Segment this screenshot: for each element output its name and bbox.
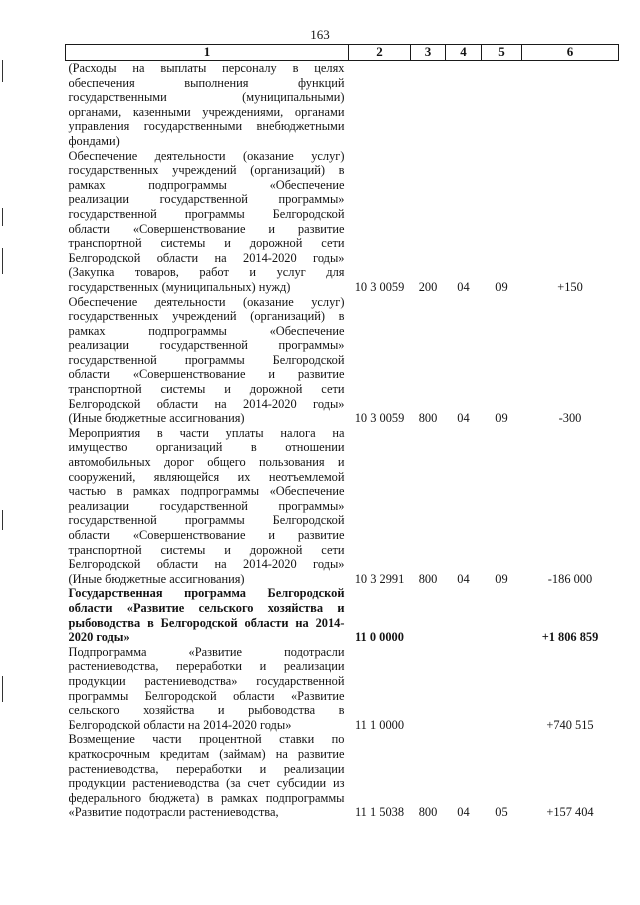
margin-mark — [2, 248, 3, 274]
row-amount — [522, 61, 619, 149]
description-line: реализации государственной программы» — [68, 498, 345, 513]
table-row — [66, 426, 619, 587]
description-line: транспортной системы и дорожной сети — [68, 542, 345, 557]
description-line: продукции растениеводства» государственной — [68, 673, 345, 688]
row-expense-type: 800 — [418, 411, 438, 426]
row-amount: +1 806 859 — [541, 630, 599, 645]
description-line: федерального бюджета) в рамках подпрограммы — [68, 790, 345, 805]
description-line: области «Совершенствование и развитие — [68, 367, 345, 382]
description-line: Белгородской области на 2014-2020 годы» — [68, 250, 345, 265]
description-line: Обеспечение деятельности (оказание услуг) — [68, 148, 345, 163]
description-line: государственных учреждений (организаций) в — [68, 163, 345, 178]
table-row — [66, 586, 619, 644]
description-line: области «Совершенствование и развитие — [68, 221, 345, 236]
description-line: транспортной системы и дорожной сети — [68, 382, 345, 397]
description-line: Обеспечение деятельности (оказание услуг) — [68, 294, 345, 309]
description-line: частью в рамках подпрограммы «Обеспечение — [68, 484, 345, 499]
description-line: продукции растениеводства (за счет субсидии из — [68, 776, 345, 791]
description-line: государственной программы Белгородской — [68, 206, 345, 221]
description-line: государственных (муниципальных) нужд) — [68, 279, 291, 294]
table-row — [66, 149, 619, 295]
description-line: области «Развитие сельского хозяйства и — [68, 600, 345, 615]
table-row — [66, 645, 619, 733]
column-header-4: 4 — [446, 45, 482, 61]
row-section — [446, 645, 482, 733]
row-description — [66, 732, 349, 820]
description-line: рамках подпрограммы «Обеспечение — [68, 177, 345, 192]
column-header-6: 6 — [522, 45, 619, 61]
row-description — [66, 295, 349, 426]
description-line: (Расходы на выплаты персоналу в целях — [68, 61, 345, 75]
description-line: рамках подпрограммы «Обеспечение — [68, 323, 345, 338]
row-subsection — [482, 645, 522, 733]
description-line: реализации государственной программы» — [68, 338, 345, 353]
description-line: Белгородской области на 2014-2020 годы» — [68, 557, 345, 572]
row-code: 10 3 0059 — [354, 279, 405, 294]
margin-mark — [2, 60, 3, 82]
row-code: 11 1 5038 — [354, 805, 405, 820]
margin-mark — [2, 510, 3, 530]
description-line: обеспечения выполнения функций — [68, 75, 345, 90]
description-line: Белгородской области на 2014-2020 годы» — [68, 396, 345, 411]
row-amount: +157 404 — [546, 805, 594, 820]
row-description — [66, 586, 349, 644]
description-line: государственными (муниципальными) — [68, 90, 345, 105]
row-expense-type — [411, 586, 446, 644]
description-line: (Иные бюджетные ассигнования) — [68, 571, 245, 586]
row-description — [66, 61, 349, 149]
column-header-1: 1 — [66, 45, 349, 61]
row-code: 11 0 0000 — [355, 630, 404, 645]
description-line: автомобильных дорог общего пользования и — [68, 455, 345, 470]
row-section: 04 — [457, 805, 470, 820]
row-code: 10 3 2991 — [354, 571, 405, 586]
description-line: сельского хозяйства и рыбоводства в — [68, 703, 345, 718]
description-line: управления государственными внебюджетными — [68, 119, 345, 134]
row-section: 04 — [457, 279, 470, 294]
row-description — [66, 426, 349, 587]
description-line: сооружений, являющейся их неотъемлемой — [68, 469, 345, 484]
row-description — [66, 149, 349, 295]
description-line: имущество организаций в отношении — [68, 440, 345, 455]
row-section — [446, 586, 482, 644]
description-line: «Развитие подотрасли растениеводства, — [68, 805, 279, 820]
page-number: 163 — [310, 27, 330, 42]
row-amount: -186 000 — [547, 571, 593, 586]
description-line: программы Белгородской области «Развитие — [68, 688, 345, 703]
description-line: Государственная программа Белгородской — [68, 586, 345, 601]
margin-mark — [2, 208, 3, 226]
description-line: Подпрограмма «Развитие подотрасли — [68, 644, 345, 659]
description-line: краткосрочным кредитам (займам) на развитие — [68, 746, 345, 761]
table-header-row — [66, 45, 619, 61]
description-line: Возмещение части процентной ставки по — [68, 732, 345, 747]
row-amount: +150 — [557, 279, 583, 294]
row-subsection — [482, 586, 522, 644]
row-section — [446, 61, 482, 149]
row-expense-type — [411, 61, 446, 149]
row-expense-type — [411, 645, 446, 733]
description-line: государственной программы Белгородской — [68, 352, 345, 367]
description-line: транспортной системы и дорожной сети — [68, 236, 345, 251]
column-header-2: 2 — [349, 45, 411, 61]
row-code — [349, 61, 411, 149]
description-line: Мероприятия в части уплаты налога на — [68, 425, 345, 440]
description-line: рыбоводства в Белгородской области на 2014- — [68, 615, 345, 630]
row-subsection: 09 — [495, 571, 508, 586]
row-expense-type: 800 — [418, 571, 438, 586]
column-header-3: 3 — [411, 45, 446, 61]
table-row — [66, 732, 619, 820]
row-subsection: 09 — [495, 411, 508, 426]
description-line: реализации государственной программы» — [68, 192, 345, 207]
row-section: 04 — [457, 411, 470, 426]
table-row — [66, 295, 619, 426]
description-line: растениеводства, переработки и реализации — [68, 659, 345, 674]
row-amount: -300 — [558, 411, 582, 426]
description-line: области «Совершенствование и развитие — [68, 528, 345, 542]
row-amount: +740 515 — [546, 717, 594, 732]
description-line: (Иные бюджетные ассигнования) — [68, 411, 245, 426]
budget-table — [65, 44, 619, 820]
row-code: 11 1 0000 — [354, 717, 405, 732]
description-line: Белгородской области на 2014-2020 годы» — [68, 717, 292, 732]
description-line: фондами) — [68, 133, 120, 148]
row-description — [66, 645, 349, 733]
description-line: государственной программы Белгородской — [68, 513, 345, 528]
row-section: 04 — [457, 571, 470, 586]
description-line: государственных учреждений (организаций) в — [68, 309, 345, 324]
table-body — [66, 61, 619, 820]
row-expense-type: 200 — [418, 279, 438, 294]
row-subsection — [482, 61, 522, 149]
row-subsection: 05 — [495, 805, 508, 820]
table-row — [66, 61, 619, 149]
description-line: растениеводства, переработки и реализации — [68, 761, 345, 776]
row-expense-type: 800 — [418, 805, 438, 820]
description-line: (Закупка товаров, работ и услуг для — [68, 265, 345, 280]
description-line: 2020 годы» — [68, 630, 130, 645]
row-subsection: 09 — [495, 279, 508, 294]
column-header-5: 5 — [482, 45, 522, 61]
description-line: органами, казенными учреждениями, органами — [68, 104, 345, 119]
row-code: 10 3 0059 — [354, 411, 405, 426]
margin-mark — [2, 676, 3, 702]
